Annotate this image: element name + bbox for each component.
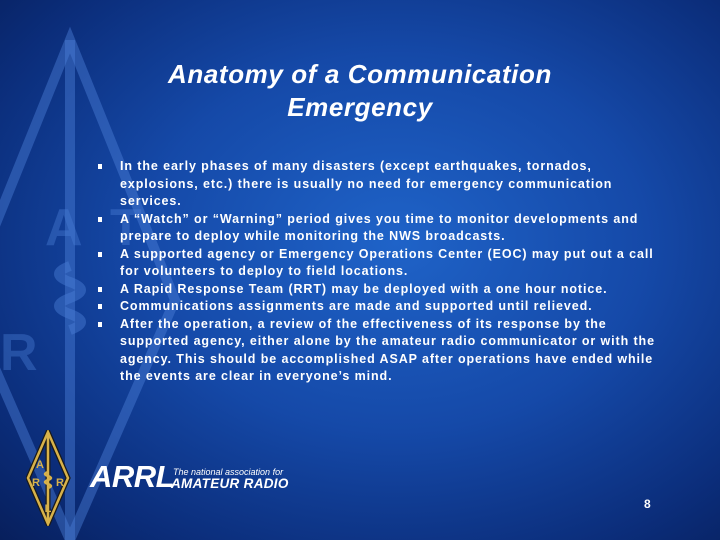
svg-text:A: A: [45, 199, 83, 257]
bullet-item: [96, 298, 666, 316]
emblem-letter: R: [56, 477, 64, 489]
emblem-letter: R: [32, 477, 40, 489]
bullet-item: [96, 316, 666, 386]
brand-name: ARRL: [90, 459, 175, 494]
bullet-marker-icon: [98, 164, 102, 169]
bullet-marker-icon: [98, 252, 102, 257]
bullet-text: After the operation, a review of the effectiveness of its response by the supported agency, either alone by the amateur radio communicator or with the agency. This should be accomplished ASAP after operations have ended while the events are clear in everyone’s mind.: [120, 316, 655, 383]
slide-title-line-2: Emergency: [287, 92, 433, 122]
bullet-text: Communications assignments are made and supported until relieved.: [120, 299, 593, 313]
emblem-letter: A: [36, 459, 44, 471]
svg-text:T: T: [110, 199, 142, 257]
arrl-brand: [26, 430, 326, 526]
brand-tagline-line-2: AMATEUR RADIO: [171, 476, 289, 491]
bullet-marker-icon: [98, 217, 102, 222]
bullet-item: [96, 211, 666, 246]
slide-title-line-1: Anatomy of a Communication: [168, 59, 552, 89]
arrl-emblem-icon: [26, 430, 86, 526]
brand-tagline-line-1: The national association for: [173, 467, 284, 477]
bullet-item: [96, 281, 666, 299]
bullet-marker-icon: [98, 304, 102, 309]
page-number: 8: [644, 497, 651, 511]
emblem-letter: L: [44, 503, 52, 515]
bullet-marker-icon: [98, 322, 102, 327]
slide-title: [100, 58, 620, 124]
bullet-list: [96, 158, 666, 386]
bullet-text: In the early phases of many disasters (except earthquakes, tornados, explosions, etc.) there is usually no need for emergency communication services.: [120, 159, 613, 208]
bullet-marker-icon: [98, 287, 102, 292]
bullet-text: A supported agency or Emergency Operations Center (EOC) may put out a call for volunteers to deploy to field locations.: [120, 246, 654, 278]
bullet-item: [96, 158, 666, 211]
bullet-text: A “Watch” or “Warning” period gives you time to monitor developments and prepare to deploy while monitoring the NWS broadcasts.: [120, 211, 639, 243]
svg-text:R: R: [0, 324, 38, 382]
bullet-text: A Rapid Response Team (RRT) may be deployed with a one hour notice.: [120, 281, 608, 296]
bullet-item: [96, 246, 666, 281]
